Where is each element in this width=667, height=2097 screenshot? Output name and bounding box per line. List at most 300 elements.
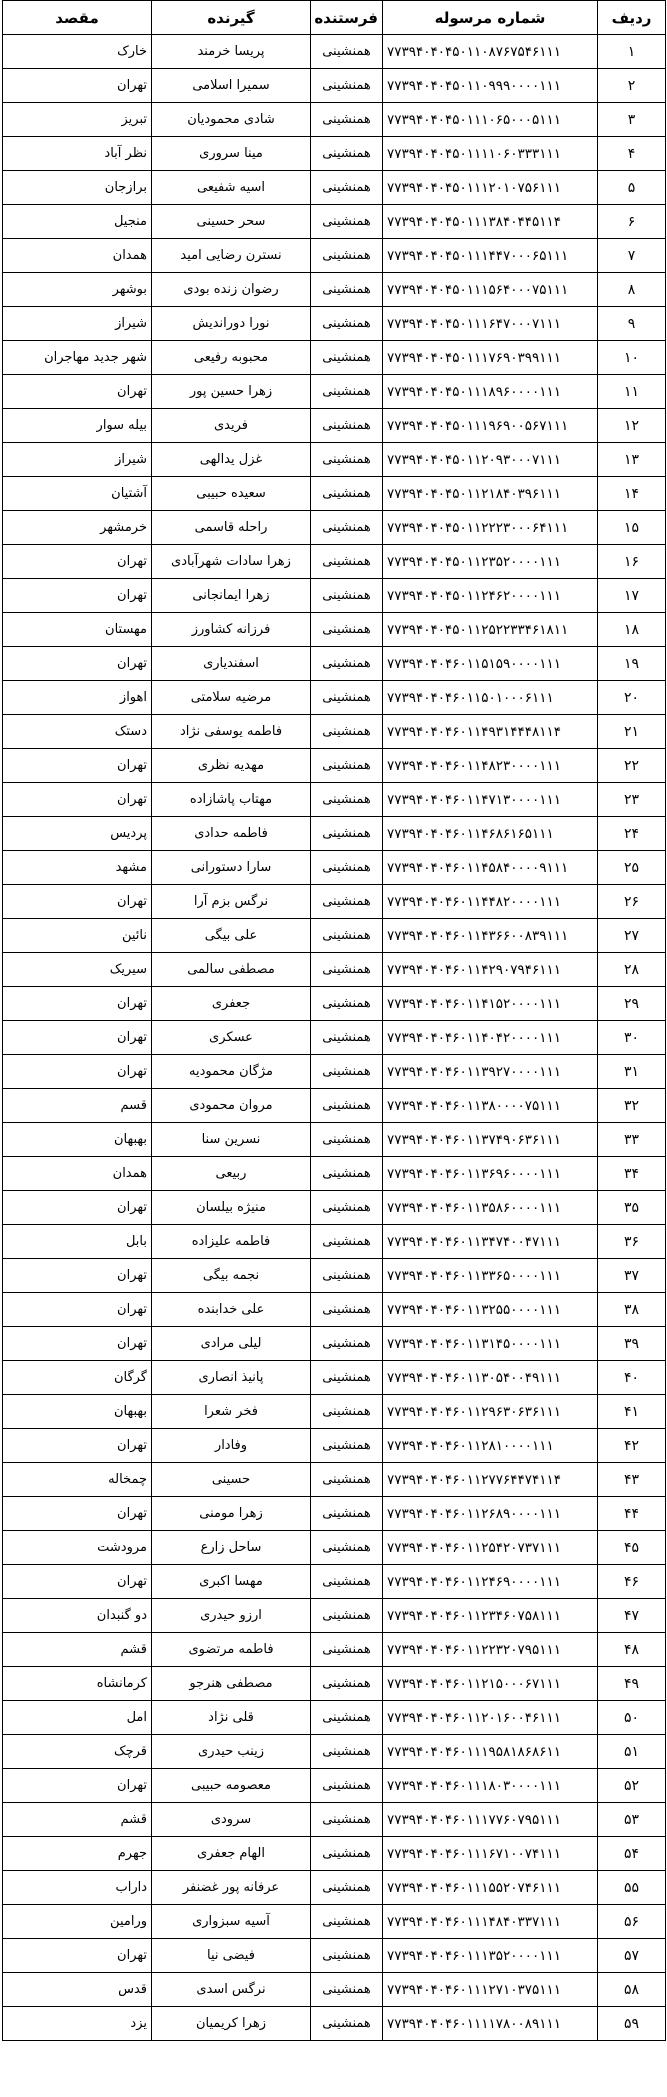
cell-destination: همدان (3, 1157, 152, 1191)
cell-tracking-number: ۷۷۳۹۴۰۴۰۴۵۰۱۱۱۳۸۴۰۴۴۵۱۱۴ (383, 205, 598, 239)
cell-destination: تهران (3, 1021, 152, 1055)
cell-row-number: ۱۹ (598, 647, 666, 681)
cell-tracking-number: ۷۷۳۹۴۰۴۰۴۶۰۱۱۱۲۷۱۰۳۷۵۱۱۱ (383, 1973, 598, 2007)
cell-destination: آشتیان (3, 477, 152, 511)
cell-destination: نائین (3, 919, 152, 953)
cell-sender: همنشینی (311, 273, 383, 307)
table-header (3, 1, 666, 35)
cell-row-number: ۱ (598, 35, 666, 69)
table-row (3, 1735, 666, 1769)
table-row (3, 817, 666, 851)
cell-sender: همنشینی (311, 137, 383, 171)
cell-receiver: علی بیگی (152, 919, 311, 953)
cell-tracking-number: ۷۷۳۹۴۰۴۰۴۶۰۱۱۳۴۷۴۰۰۴۷۱۱۱ (383, 1225, 598, 1259)
cell-tracking-number: ۷۷۳۹۴۰۴۰۴۵۰۱۱۰۸۷۶۷۵۴۶۱۱۱ (383, 35, 598, 69)
cell-tracking-number: ۷۷۳۹۴۰۴۰۴۶۰۱۱۴۰۴۲۰۰۰۰۱۱۱ (383, 1021, 598, 1055)
cell-sender: همنشینی (311, 919, 383, 953)
cell-destination: خارک (3, 35, 152, 69)
cell-destination: قرچک (3, 1735, 152, 1769)
cell-destination: تهران (3, 1497, 152, 1531)
cell-tracking-number: ۷۷۳۹۴۰۴۰۴۶۰۱۱۳۲۵۵۰۰۰۰۱۱۱ (383, 1293, 598, 1327)
table-row (3, 307, 666, 341)
header-tracking-number: شماره مرسوله (383, 1, 598, 35)
cell-sender: همنشینی (311, 987, 383, 1021)
table-row (3, 511, 666, 545)
cell-row-number: ۵۹ (598, 2007, 666, 2041)
cell-tracking-number: ۷۷۳۹۴۰۴۰۴۵۰۱۱۱۴۴۷۰۰۰۶۵۱۱۱ (383, 239, 598, 273)
header-destination: مقصد (3, 1, 152, 35)
cell-row-number: ۲۵ (598, 851, 666, 885)
cell-destination: تهران (3, 1939, 152, 1973)
cell-row-number: ۲۰ (598, 681, 666, 715)
table-row (3, 681, 666, 715)
cell-receiver: جعفری (152, 987, 311, 1021)
cell-destination: تهران (3, 647, 152, 681)
cell-row-number: ۲ (598, 69, 666, 103)
cell-receiver: رضوان زنده بودی (152, 273, 311, 307)
cell-destination: تهران (3, 545, 152, 579)
cell-sender: همنشینی (311, 1735, 383, 1769)
cell-row-number: ۵۴ (598, 1837, 666, 1871)
cell-destination: تهران (3, 1055, 152, 1089)
cell-receiver: عرفانه پور غضنفر (152, 1871, 311, 1905)
cell-destination: داراب (3, 1871, 152, 1905)
table-row (3, 1769, 666, 1803)
cell-receiver: لیلی مرادی (152, 1327, 311, 1361)
cell-sender: همنشینی (311, 1429, 383, 1463)
cell-receiver: زهرا ایمانجانی (152, 579, 311, 613)
table-row (3, 1395, 666, 1429)
cell-destination: قدس (3, 1973, 152, 2007)
cell-destination: سیریک (3, 953, 152, 987)
cell-sender: همنشینی (311, 375, 383, 409)
table-row (3, 1905, 666, 1939)
cell-receiver: نورا دورانديش (152, 307, 311, 341)
cell-row-number: ۱۴ (598, 477, 666, 511)
cell-sender: همنشینی (311, 35, 383, 69)
cell-row-number: ۳ (598, 103, 666, 137)
cell-row-number: ۴۴ (598, 1497, 666, 1531)
cell-destination: تهران (3, 1565, 152, 1599)
cell-tracking-number: ۷۷۳۹۴۰۴۰۴۵۰۱۱۱۸۹۶۰۰۰۰۱۱۱ (383, 375, 598, 409)
cell-tracking-number: ۷۷۳۹۴۰۴۰۴۶۰۱۱۱۷۷۶۰۷۹۵۱۱۱ (383, 1803, 598, 1837)
cell-receiver: پریسا خرمند (152, 35, 311, 69)
cell-row-number: ۱۶ (598, 545, 666, 579)
cell-tracking-number: ۷۷۳۹۴۰۴۰۴۵۰۱۱۰۹۹۹۰۰۰۰۱۱۱ (383, 69, 598, 103)
table-row (3, 1327, 666, 1361)
cell-row-number: ۶ (598, 205, 666, 239)
table-row (3, 35, 666, 69)
cell-tracking-number: ۷۷۳۹۴۰۴۰۴۶۰۱۱۲۷۷۶۴۴۷۴۱۱۴ (383, 1463, 598, 1497)
table-row (3, 1293, 666, 1327)
cell-receiver: فاطمه حدادی (152, 817, 311, 851)
cell-tracking-number: ۷۷۳۹۴۰۴۰۴۶۰۱۱۴۲۹۰۷۹۴۶۱۱۱ (383, 953, 598, 987)
cell-destination: تهران (3, 1191, 152, 1225)
cell-destination: خرمشهر (3, 511, 152, 545)
table-row (3, 1361, 666, 1395)
cell-tracking-number: ۷۷۳۹۴۰۴۰۴۵۰۱۱۲۳۵۲۰۰۰۰۱۱۱ (383, 545, 598, 579)
table-row (3, 545, 666, 579)
table-row (3, 1667, 666, 1701)
table-row (3, 749, 666, 783)
cell-receiver: زهرا کریمیان (152, 2007, 311, 2041)
cell-row-number: ۲۳ (598, 783, 666, 817)
cell-tracking-number: ۷۷۳۹۴۰۴۰۴۶۰۱۱۳۳۶۵۰۰۰۰۱۱۱ (383, 1259, 598, 1293)
table-row (3, 1803, 666, 1837)
cell-tracking-number: ۷۷۳۹۴۰۴۰۴۶۰۱۱۴۵۸۴۰۰۰۰۹۱۱۱ (383, 851, 598, 885)
cell-destination: اهواز (3, 681, 152, 715)
cell-receiver: نرگس اسدی (152, 1973, 311, 2007)
table-row (3, 1633, 666, 1667)
cell-tracking-number: ۷۷۳۹۴۰۴۰۴۶۰۱۱۱۶۷۱۰۰۷۴۱۱۱ (383, 1837, 598, 1871)
cell-tracking-number: ۷۷۳۹۴۰۴۰۴۶۰۱۱۵۱۵۹۰۰۰۰۱۱۱ (383, 647, 598, 681)
cell-sender: همنشینی (311, 817, 383, 851)
cell-destination: مهستان (3, 613, 152, 647)
header-row (3, 1, 666, 35)
cell-receiver: ربیعی (152, 1157, 311, 1191)
cell-destination: تهران (3, 783, 152, 817)
cell-destination: برازجان (3, 171, 152, 205)
cell-row-number: ۳۱ (598, 1055, 666, 1089)
cell-tracking-number: ۷۷۳۹۴۰۴۰۴۶۰۱۱۲۳۴۶۰۷۵۸۱۱۱ (383, 1599, 598, 1633)
cell-sender: همنشینی (311, 1089, 383, 1123)
cell-tracking-number: ۷۷۳۹۴۰۴۰۴۵۰۱۱۱۵۶۴۰۰۰۷۵۱۱۱ (383, 273, 598, 307)
cell-receiver: پانیذ انصاری (152, 1361, 311, 1395)
cell-sender: همنشینی (311, 1939, 383, 1973)
cell-sender: همنشینی (311, 69, 383, 103)
cell-row-number: ۹ (598, 307, 666, 341)
cell-destination: قشم (3, 1633, 152, 1667)
cell-receiver: سرودی (152, 1803, 311, 1837)
cell-row-number: ۱۰ (598, 341, 666, 375)
cell-destination: تهران (3, 1429, 152, 1463)
cell-destination: تهران (3, 1327, 152, 1361)
cell-sender: همنشینی (311, 1259, 383, 1293)
cell-sender: همنشینی (311, 1633, 383, 1667)
table-row (3, 1565, 666, 1599)
cell-receiver: فاطمه یوسفی نژاد (152, 715, 311, 749)
cell-sender: همنشینی (311, 783, 383, 817)
cell-tracking-number: ۷۷۳۹۴۰۴۰۴۵۰۱۱۱۲۰۱۰۷۵۶۱۱۱ (383, 171, 598, 205)
cell-row-number: ۱۲ (598, 409, 666, 443)
cell-sender: همنشینی (311, 239, 383, 273)
cell-tracking-number: ۷۷۳۹۴۰۴۰۴۶۰۱۱۲۵۴۲۰۷۳۷۱۱۱ (383, 1531, 598, 1565)
cell-tracking-number: ۷۷۳۹۴۰۴۰۴۶۰۱۱۳۵۸۶۰۰۰۰۱۱۱ (383, 1191, 598, 1225)
cell-sender: همنشینی (311, 1191, 383, 1225)
cell-destination: تبریز (3, 103, 152, 137)
cell-row-number: ۴۹ (598, 1667, 666, 1701)
header-row-number: ردیف (598, 1, 666, 35)
cell-sender: همنشینی (311, 1225, 383, 1259)
table-row (3, 783, 666, 817)
cell-row-number: ۵ (598, 171, 666, 205)
cell-receiver: نسترن رضایی امید (152, 239, 311, 273)
cell-tracking-number: ۷۷۳۹۴۰۴۰۴۶۰۱۱۲۴۶۹۰۰۰۰۱۱۱ (383, 1565, 598, 1599)
table-row (3, 1429, 666, 1463)
cell-row-number: ۵۲ (598, 1769, 666, 1803)
cell-row-number: ۳۶ (598, 1225, 666, 1259)
table-row (3, 919, 666, 953)
cell-tracking-number: ۷۷۳۹۴۰۴۰۴۶۰۱۱۴۸۲۳۰۰۰۰۱۱۱ (383, 749, 598, 783)
cell-tracking-number: ۷۷۳۹۴۰۴۰۴۶۰۱۱۴۶۸۶۱۶۵۱۱۱ (383, 817, 598, 851)
table-row (3, 443, 666, 477)
cell-tracking-number: ۷۷۳۹۴۰۴۰۴۶۰۱۱۴۳۶۶۰۰۸۳۹۱۱۱ (383, 919, 598, 953)
cell-receiver: قلی نژاد (152, 1701, 311, 1735)
cell-destination: کرمانشاه (3, 1667, 152, 1701)
cell-sender: همنشینی (311, 1327, 383, 1361)
cell-destination: همدان (3, 239, 152, 273)
cell-tracking-number: ۷۷۳۹۴۰۴۰۴۶۰۱۱۳۹۲۷۰۰۰۰۱۱۱ (383, 1055, 598, 1089)
cell-sender: همنشینی (311, 2007, 383, 2041)
cell-tracking-number: ۷۷۳۹۴۰۴۰۴۶۰۱۱۴۱۵۲۰۰۰۰۱۱۱ (383, 987, 598, 1021)
cell-sender: همنشینی (311, 1803, 383, 1837)
cell-receiver: حسینی (152, 1463, 311, 1497)
cell-receiver: سمیرا اسلامی (152, 69, 311, 103)
table-row (3, 1191, 666, 1225)
cell-destination: بهبهان (3, 1123, 152, 1157)
cell-sender: همنشینی (311, 1463, 383, 1497)
cell-sender: همنشینی (311, 1497, 383, 1531)
cell-tracking-number: ۷۷۳۹۴۰۴۰۴۵۰۱۱۱۷۶۹۰۳۹۹۱۱۱ (383, 341, 598, 375)
cell-row-number: ۲۴ (598, 817, 666, 851)
cell-row-number: ۵۷ (598, 1939, 666, 1973)
cell-receiver: آسیه سبزواری (152, 1905, 311, 1939)
cell-tracking-number: ۷۷۳۹۴۰۴۰۴۶۰۱۱۲۲۳۲۰۷۹۵۱۱۱ (383, 1633, 598, 1667)
cell-sender: همنشینی (311, 511, 383, 545)
cell-sender: همنشینی (311, 1769, 383, 1803)
cell-row-number: ۴ (598, 137, 666, 171)
cell-row-number: ۳۹ (598, 1327, 666, 1361)
table-row (3, 1973, 666, 2007)
cell-destination: بابل (3, 1225, 152, 1259)
table-row (3, 1259, 666, 1293)
cell-destination: چمخاله (3, 1463, 152, 1497)
cell-row-number: ۵۰ (598, 1701, 666, 1735)
table-row (3, 647, 666, 681)
cell-sender: همنشینی (311, 1021, 383, 1055)
cell-destination: تهران (3, 987, 152, 1021)
cell-receiver: زهرا سادات شهرآبادی (152, 545, 311, 579)
cell-tracking-number: ۷۷۳۹۴۰۴۰۴۵۰۱۱۲۱۸۴۰۳۹۶۱۱۱ (383, 477, 598, 511)
cell-tracking-number: ۷۷۳۹۴۰۴۰۴۶۰۱۱۴۷۱۳۰۰۰۰۱۱۱ (383, 783, 598, 817)
cell-row-number: ۲۸ (598, 953, 666, 987)
cell-destination: تهران (3, 69, 152, 103)
cell-sender: همنشینی (311, 545, 383, 579)
cell-receiver: نرگس بزم آرا (152, 885, 311, 919)
cell-destination: جهرم (3, 1837, 152, 1871)
cell-receiver: راحله قاسمی (152, 511, 311, 545)
cell-row-number: ۲۷ (598, 919, 666, 953)
table-row (3, 987, 666, 1021)
table-row (3, 375, 666, 409)
cell-row-number: ۱۸ (598, 613, 666, 647)
cell-destination: بوشهر (3, 273, 152, 307)
cell-sender: همنشینی (311, 443, 383, 477)
cell-destination: ورامین (3, 1905, 152, 1939)
cell-row-number: ۴۰ (598, 1361, 666, 1395)
header-sender: فرستنده (311, 1, 383, 35)
cell-receiver: سحر حسینی (152, 205, 311, 239)
cell-destination: تهران (3, 579, 152, 613)
table-row (3, 1939, 666, 1973)
table-row (3, 409, 666, 443)
cell-receiver: وفادار (152, 1429, 311, 1463)
cell-destination: پردیس (3, 817, 152, 851)
cell-sender: همنشینی (311, 205, 383, 239)
cell-sender: همنشینی (311, 1531, 383, 1565)
cell-tracking-number: ۷۷۳۹۴۰۴۰۴۶۰۱۱۱۵۵۲۰۷۴۶۱۱۱ (383, 1871, 598, 1905)
cell-row-number: ۴۲ (598, 1429, 666, 1463)
cell-sender: همنشینی (311, 647, 383, 681)
cell-destination: تهران (3, 375, 152, 409)
cell-sender: همنشینی (311, 171, 383, 205)
cell-destination: بیله سوار (3, 409, 152, 443)
cell-receiver: علی خدابنده (152, 1293, 311, 1327)
cell-receiver: مهتاب پاشازاده (152, 783, 311, 817)
cell-tracking-number: ۷۷۳۹۴۰۴۰۴۶۰۱۱۲۹۶۳۰۶۳۶۱۱۱ (383, 1395, 598, 1429)
cell-tracking-number: ۷۷۳۹۴۰۴۰۴۶۰۱۱۳۶۹۶۰۰۰۰۱۱۱ (383, 1157, 598, 1191)
cell-receiver: سعیده حبیبی (152, 477, 311, 511)
cell-tracking-number: ۷۷۳۹۴۰۴۰۴۶۰۱۱۱۹۵۸۱۸۶۸۶۱۱ (383, 1735, 598, 1769)
cell-row-number: ۲۹ (598, 987, 666, 1021)
table-row (3, 613, 666, 647)
cell-destination: منجیل (3, 205, 152, 239)
cell-row-number: ۳۷ (598, 1259, 666, 1293)
table-row (3, 1463, 666, 1497)
table-row (3, 1871, 666, 1905)
cell-tracking-number: ۷۷۳۹۴۰۴۰۴۶۰۱۱۳۷۴۹۰۶۳۶۱۱۱ (383, 1123, 598, 1157)
cell-sender: همنشینی (311, 409, 383, 443)
table-row (3, 885, 666, 919)
cell-row-number: ۱۵ (598, 511, 666, 545)
cell-destination: شیراز (3, 307, 152, 341)
cell-sender: همنشینی (311, 341, 383, 375)
cell-receiver: مصطفی سالمی (152, 953, 311, 987)
cell-receiver: اسفندیاری (152, 647, 311, 681)
cell-row-number: ۴۸ (598, 1633, 666, 1667)
cell-row-number: ۵۵ (598, 1871, 666, 1905)
cell-sender: همنشینی (311, 1293, 383, 1327)
cell-receiver: شادی محمودیان (152, 103, 311, 137)
cell-destination: قسم (3, 1089, 152, 1123)
table-row (3, 69, 666, 103)
cell-sender: همنشینی (311, 1157, 383, 1191)
cell-tracking-number: ۷۷۳۹۴۰۴۰۴۵۰۱۱۲۴۶۲۰۰۰۰۱۱۱ (383, 579, 598, 613)
cell-receiver: مرضیه سلامتی (152, 681, 311, 715)
cell-tracking-number: ۷۷۳۹۴۰۴۰۴۶۰۱۱۱۳۵۲۰۰۰۰۱۱۱ (383, 1939, 598, 1973)
cell-destination: دو گنبدان (3, 1599, 152, 1633)
table-row (3, 953, 666, 987)
table-row (3, 341, 666, 375)
cell-destination: شیراز (3, 443, 152, 477)
cell-receiver: سارا دستورانی (152, 851, 311, 885)
cell-destination: نظر آباد (3, 137, 152, 171)
cell-row-number: ۵۳ (598, 1803, 666, 1837)
cell-row-number: ۷ (598, 239, 666, 273)
cell-tracking-number: ۷۷۳۹۴۰۴۰۴۶۰۱۱۳۸۰۰۰۰۷۵۱۱۱ (383, 1089, 598, 1123)
table-row (3, 171, 666, 205)
cell-destination: مشهد (3, 851, 152, 885)
cell-destination: امل (3, 1701, 152, 1735)
cell-sender: همنشینی (311, 1701, 383, 1735)
cell-destination: تهران (3, 885, 152, 919)
cell-receiver: ساحل زارع (152, 1531, 311, 1565)
table-row (3, 715, 666, 749)
cell-receiver: نسرین سنا (152, 1123, 311, 1157)
cell-sender: همنشینی (311, 103, 383, 137)
cell-destination: قشم (3, 1803, 152, 1837)
cell-destination: تهران (3, 1769, 152, 1803)
cell-sender: همنشینی (311, 749, 383, 783)
cell-receiver: زینب حیدری (152, 1735, 311, 1769)
cell-receiver: مصطفی هنرجو (152, 1667, 311, 1701)
cell-tracking-number: ۷۷۳۹۴۰۴۰۴۶۰۱۱۱۴۸۴۰۳۳۷۱۱۱ (383, 1905, 598, 1939)
cell-receiver: منیژه بیلسان (152, 1191, 311, 1225)
table-row (3, 239, 666, 273)
cell-destination: تهران (3, 1293, 152, 1327)
cell-sender: همنشینی (311, 953, 383, 987)
cell-receiver: فریدی (152, 409, 311, 443)
cell-sender: همنشینی (311, 1395, 383, 1429)
cell-sender: همنشینی (311, 715, 383, 749)
cell-sender: همنشینی (311, 885, 383, 919)
cell-row-number: ۱۷ (598, 579, 666, 613)
cell-receiver: نجمه بیگی (152, 1259, 311, 1293)
cell-row-number: ۳۸ (598, 1293, 666, 1327)
cell-receiver: غزل یدالهی (152, 443, 311, 477)
table-row (3, 579, 666, 613)
cell-sender: همنشینی (311, 1123, 383, 1157)
cell-sender: همنشینی (311, 1055, 383, 1089)
cell-row-number: ۵۱ (598, 1735, 666, 1769)
cell-destination: شهر جدید مهاجران (3, 341, 152, 375)
header-receiver: گیرنده (152, 1, 311, 35)
cell-destination: تهران (3, 749, 152, 783)
cell-tracking-number: ۷۷۳۹۴۰۴۰۴۶۰۱۱۲۰۱۶۰۰۴۶۱۱۱ (383, 1701, 598, 1735)
cell-receiver: مینا سروری (152, 137, 311, 171)
cell-tracking-number: ۷۷۳۹۴۰۴۰۴۶۰۱۱۳۱۴۵۰۰۰۰۱۱۱ (383, 1327, 598, 1361)
cell-sender: همنشینی (311, 579, 383, 613)
cell-receiver: فاطمه علیزاده (152, 1225, 311, 1259)
cell-row-number: ۳۵ (598, 1191, 666, 1225)
cell-destination: بهبهان (3, 1395, 152, 1429)
cell-receiver: الهام جعفری (152, 1837, 311, 1871)
table-row (3, 103, 666, 137)
cell-sender: همنشینی (311, 1667, 383, 1701)
table-row (3, 1837, 666, 1871)
cell-receiver: مهسا اکبری (152, 1565, 311, 1599)
cell-row-number: ۱۳ (598, 443, 666, 477)
table-row (3, 205, 666, 239)
cell-row-number: ۳۴ (598, 1157, 666, 1191)
table-row (3, 1123, 666, 1157)
cell-row-number: ۴۷ (598, 1599, 666, 1633)
cell-sender: همنشینی (311, 1565, 383, 1599)
cell-tracking-number: ۷۷۳۹۴۰۴۰۴۶۰۱۱۲۶۸۹۰۰۰۰۱۱۱ (383, 1497, 598, 1531)
table-row (3, 1157, 666, 1191)
cell-tracking-number: ۷۷۳۹۴۰۴۰۴۵۰۱۱۱۹۶۹۰۰۵۶۷۱۱۱ (383, 409, 598, 443)
cell-receiver: فرزانه کشاورز (152, 613, 311, 647)
cell-row-number: ۳۳ (598, 1123, 666, 1157)
cell-sender: همنشینی (311, 851, 383, 885)
cell-receiver: فخر شعرا (152, 1395, 311, 1429)
cell-row-number: ۳۰ (598, 1021, 666, 1055)
cell-sender: همنشینی (311, 1837, 383, 1871)
cell-row-number: ۲۶ (598, 885, 666, 919)
cell-tracking-number: ۷۷۳۹۴۰۴۰۴۶۰۱۱۲۱۵۰۰۰۶۷۱۱۱ (383, 1667, 598, 1701)
cell-sender: همنشینی (311, 1599, 383, 1633)
cell-sender: همنشینی (311, 307, 383, 341)
